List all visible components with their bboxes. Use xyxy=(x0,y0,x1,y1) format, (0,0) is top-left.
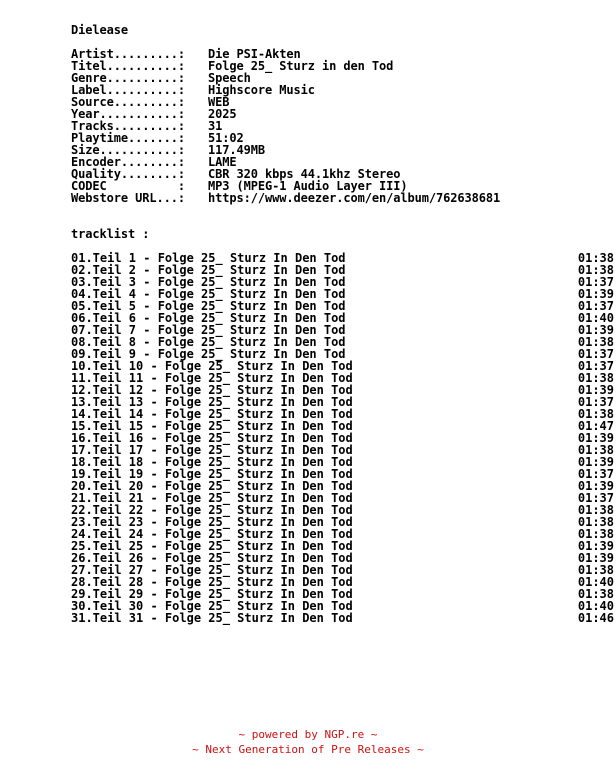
track-time: 01:38 xyxy=(577,335,614,349)
track-name: 24.Teil 24 - Folge 25_ Sturz In Den Tod xyxy=(71,527,353,541)
track-name: 27.Teil 27 - Folge 25_ Sturz In Den Tod xyxy=(71,563,353,577)
track-time: 01:39 xyxy=(577,539,614,553)
track-name: 09.Teil 9 - Folge 25_ Sturz In Den Tod xyxy=(71,347,346,361)
track-name: 04.Teil 4 - Folge 25_ Sturz In Den Tod xyxy=(71,287,346,301)
field-label-tracks: Tracks.........: xyxy=(71,119,185,133)
track-time: 01:38 xyxy=(577,527,614,541)
track-time: 01:38 xyxy=(577,251,614,265)
tracklist xyxy=(71,252,616,624)
track-time: 01:47 xyxy=(577,419,614,433)
track-name: 31.Teil 31 - Folge 25_ Sturz In Den Tod xyxy=(71,611,353,625)
field-label-title: Titel..........: xyxy=(71,59,185,73)
tracklist-heading: tracklist : xyxy=(71,227,150,241)
track-name: 06.Teil 6 - Folge 25_ Sturz In Den Tod xyxy=(71,311,346,325)
field-value-genre: Speech xyxy=(208,71,251,85)
field-label-playtime: Playtime.......: xyxy=(71,131,185,145)
track-time: 01:38 xyxy=(577,443,614,457)
track-time: 01:39 xyxy=(577,431,614,445)
track-name: 26.Teil 26 - Folge 25_ Sturz In Den Tod xyxy=(71,551,353,565)
track-time: 01:39 xyxy=(577,479,614,493)
field-label-codec: CODEC : xyxy=(71,179,185,193)
release-info-block xyxy=(71,48,616,204)
track-name: 14.Teil 14 - Folge 25_ Sturz In Den Tod xyxy=(71,407,353,421)
track-name: 28.Teil 28 - Folge 25_ Sturz In Den Tod xyxy=(71,575,353,589)
track-time: 01:37 xyxy=(577,299,614,313)
footer xyxy=(0,727,616,757)
track-name: 25.Teil 25 - Folge 25_ Sturz In Den Tod xyxy=(71,539,353,553)
track-time: 01:37 xyxy=(577,359,614,373)
field-value-title: Folge 25_ Sturz in den Tod xyxy=(208,59,394,73)
field-value-year: 2025 xyxy=(208,107,237,121)
track-name: 05.Teil 5 - Folge 25_ Sturz In Den Tod xyxy=(71,299,346,313)
track-time: 01:38 xyxy=(577,371,614,385)
track-time: 01:37 xyxy=(577,491,614,505)
track-time: 01:39 xyxy=(577,551,614,565)
track-name: 02.Teil 2 - Folge 25_ Sturz In Den Tod xyxy=(71,263,346,277)
track-time: 01:40 xyxy=(577,311,614,325)
track-name: 21.Teil 21 - Folge 25_ Sturz In Den Tod xyxy=(71,491,353,505)
track-time: 01:37 xyxy=(577,395,614,409)
track-name: 11.Teil 11 - Folge 25_ Sturz In Den Tod xyxy=(71,371,353,385)
track-time: 01:37 xyxy=(577,467,614,481)
track-name: 20.Teil 20 - Folge 25_ Sturz In Den Tod xyxy=(71,479,353,493)
track-time: 01:46 xyxy=(577,611,614,625)
footer-powered-by: ~ powered by NGP.re ~ xyxy=(238,728,378,741)
footer-tagline: ~ Next Generation of Pre Releases ~ xyxy=(192,743,424,756)
field-label-size: Size...........: xyxy=(71,143,185,157)
nfo-document xyxy=(71,24,616,624)
field-value-tracks: 31 xyxy=(208,119,223,133)
field-label-year: Year...........: xyxy=(71,107,185,121)
field-value-artist: Die PSI-Akten xyxy=(208,47,301,61)
track-name: 23.Teil 23 - Folge 25_ Sturz In Den Tod xyxy=(71,515,353,529)
track-time: 01:38 xyxy=(577,263,614,277)
field-value-label: Highscore Music xyxy=(208,83,315,97)
webstore-url-link[interactable]: https://www.deezer.com/en/album/762638681 xyxy=(208,191,501,205)
track-name: 22.Teil 22 - Folge 25_ Sturz In Den Tod xyxy=(71,503,353,517)
field-label-webstore-url: Webstore URL...: xyxy=(71,191,185,205)
release-title: Dielease xyxy=(71,23,128,37)
track-name: 19.Teil 19 - Folge 25_ Sturz In Den Tod xyxy=(71,467,353,481)
field-label-quality: Quality........: xyxy=(71,167,185,181)
field-value-size: 117.49MB xyxy=(208,143,265,157)
track-name: 01.Teil 1 - Folge 25_ Sturz In Den Tod xyxy=(71,251,346,265)
track-time: 01:38 xyxy=(577,407,614,421)
spacer xyxy=(71,204,616,228)
field-label-artist: Artist.........: xyxy=(71,47,185,61)
track-time: 01:40 xyxy=(577,575,614,589)
field-label-genre: Genre..........: xyxy=(71,71,185,85)
track-name: 07.Teil 7 - Folge 25_ Sturz In Den Tod xyxy=(71,323,346,337)
field-label-source: Source.........: xyxy=(71,95,185,109)
track-time: 01:38 xyxy=(577,587,614,601)
track-name: 12.Teil 12 - Folge 25_ Sturz In Den Tod xyxy=(71,383,353,397)
track-name: 08.Teil 8 - Folge 25_ Sturz In Den Tod xyxy=(71,335,346,349)
track-time: 01:37 xyxy=(577,347,614,361)
track-name: 10.Teil 10 - Folge 25_ Sturz In Den Tod xyxy=(71,359,353,373)
track-name: 18.Teil 18 - Folge 25_ Sturz In Den Tod xyxy=(71,455,353,469)
track-row xyxy=(71,612,616,624)
track-name: 03.Teil 3 - Folge 25_ Sturz In Den Tod xyxy=(71,275,346,289)
track-time: 01:38 xyxy=(577,503,614,517)
field-value-playtime: 51:02 xyxy=(208,131,244,145)
track-time: 01:40 xyxy=(577,599,614,613)
field-value-codec: MP3 (MPEG-1 Audio Layer III) xyxy=(208,179,408,193)
track-name: 13.Teil 13 - Folge 25_ Sturz In Den Tod xyxy=(71,395,353,409)
track-time: 01:39 xyxy=(577,323,614,337)
track-time: 01:38 xyxy=(577,563,614,577)
track-time: 01:37 xyxy=(577,275,614,289)
track-time: 01:39 xyxy=(577,455,614,469)
track-time: 01:39 xyxy=(577,383,614,397)
track-time: 01:38 xyxy=(577,515,614,529)
field-label-encoder: Encoder........: xyxy=(71,155,185,169)
track-name: 17.Teil 17 - Folge 25_ Sturz In Den Tod xyxy=(71,443,353,457)
field-value-source: WEB xyxy=(208,95,230,109)
field-value-encoder: LAME xyxy=(208,155,237,169)
field-label-label: Label..........: xyxy=(71,83,185,97)
track-name: 29.Teil 29 - Folge 25_ Sturz In Den Tod xyxy=(71,587,353,601)
field-value-quality: CBR 320 kbps 44.1khz Stereo xyxy=(208,167,401,181)
track-name: 15.Teil 15 - Folge 25_ Sturz In Den Tod xyxy=(71,419,353,433)
track-name: 16.Teil 16 - Folge 25_ Sturz In Den Tod xyxy=(71,431,353,445)
field-webstore-url xyxy=(71,192,616,204)
track-name: 30.Teil 30 - Folge 25_ Sturz In Den Tod xyxy=(71,599,353,613)
track-time: 01:39 xyxy=(577,287,614,301)
